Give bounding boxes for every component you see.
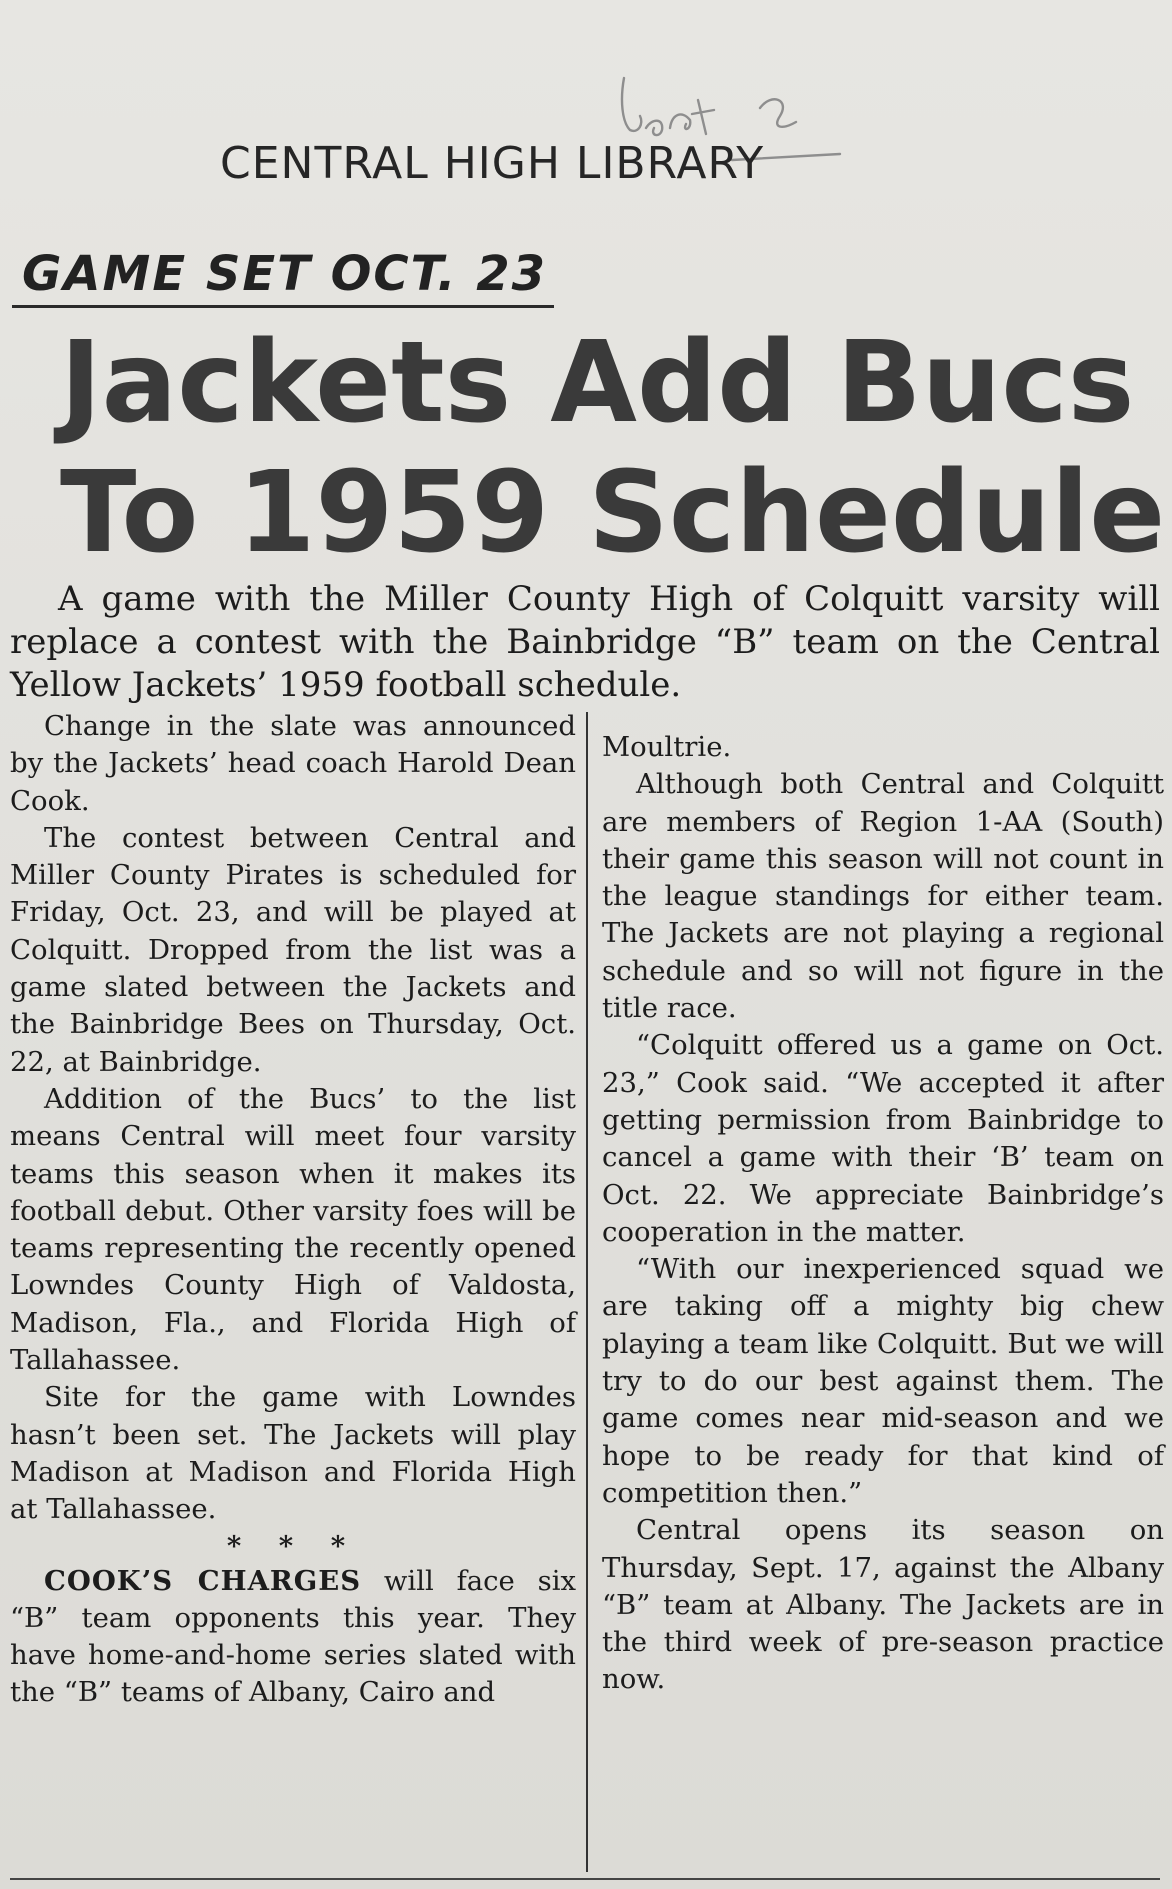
article-column-right — [602, 729, 1164, 1699]
lead-in-rest: will face six “B” team opponents this year. They have home-and-home series slated with the “B” teams of Albany, Cairo and — [10, 1564, 576, 1709]
paragraph: “With our inexperienced squad we are taking off a mighty big chew playing a team like Colquitt. But we will try to do our best against them. The game comes near mid-season and we hope to be ready for that kind of competition then.” — [602, 1253, 1164, 1509]
paragraph: Change in the slate was announced by the Jackets’ head coach Harold Dean Cook. — [10, 710, 576, 817]
paragraph: Although both Central and Colquitt are members of Region 1-AA (South) their game this season will not count in the league standings for either team. The Jackets are not playing a regional schedule and so will not figure in the title race. — [602, 768, 1164, 1025]
headline-line-1: Jackets Add Bucs — [60, 318, 1135, 448]
paragraph: The contest between Central and Miller County Pirates is scheduled for Friday, Oct. 23, and will be played at Colquitt. Dropped from the list was a game slated between the Jackets and the Bainbridge Bees on Thursday, Oct. 22, at Bainbridge. — [10, 821, 576, 1078]
paragraph-lead-in — [10, 1563, 576, 1712]
paragraph: Addition of the Bucs’ to the list means Central will meet four varsity teams this season when it makes its football debut. Other varsity foes will be teams representing the recently opened Lowndes County High of Valdosta, Madison, Fla., and Florida High of Tallahassee. — [10, 1082, 576, 1377]
paragraph: Site for the game with Lowndes hasn’t been set. The Jackets will play Madison at Madison and Florida High at Tallahassee. — [10, 1381, 576, 1526]
deck-paragraph: A game with the Miller County High of Colquitt varsity will replace a contest with the Bainbridge “B” team on the Central Yellow Jackets’ 1959 football schedule. — [10, 579, 1160, 705]
lead-in-text: COOK’S CHARGES — [44, 1564, 362, 1597]
library-stamp: CENTRAL HIGH LIBRARY — [220, 138, 765, 189]
paragraph-continuation: Moultrie. — [602, 731, 732, 763]
bottom-rule — [10, 1878, 1160, 1880]
headline-line-2: To 1959 Schedule — [60, 448, 1166, 578]
paragraph: “Colquitt offered us a game on Oct. 23,” Cook said. “We accepted it after getting permission from Bainbridge to cancel a game with their ‘B’ team on Oct. 22. We appreciate Bainbridge’s cooperation in the matter. — [602, 1029, 1164, 1248]
headline — [60, 318, 1166, 578]
kicker-line: GAME SET OCT. 23 — [22, 246, 547, 302]
paragraph: Central opens its season on Thursday, Sept. 17, against the Albany “B” team at Albany. The Jackets are in the third week of pre-season practice now. — [602, 1514, 1164, 1696]
article-column-left — [10, 708, 576, 1712]
kicker-underline — [12, 305, 554, 308]
column-divider — [586, 712, 588, 1872]
section-separator: * * * — [226, 1529, 360, 1562]
